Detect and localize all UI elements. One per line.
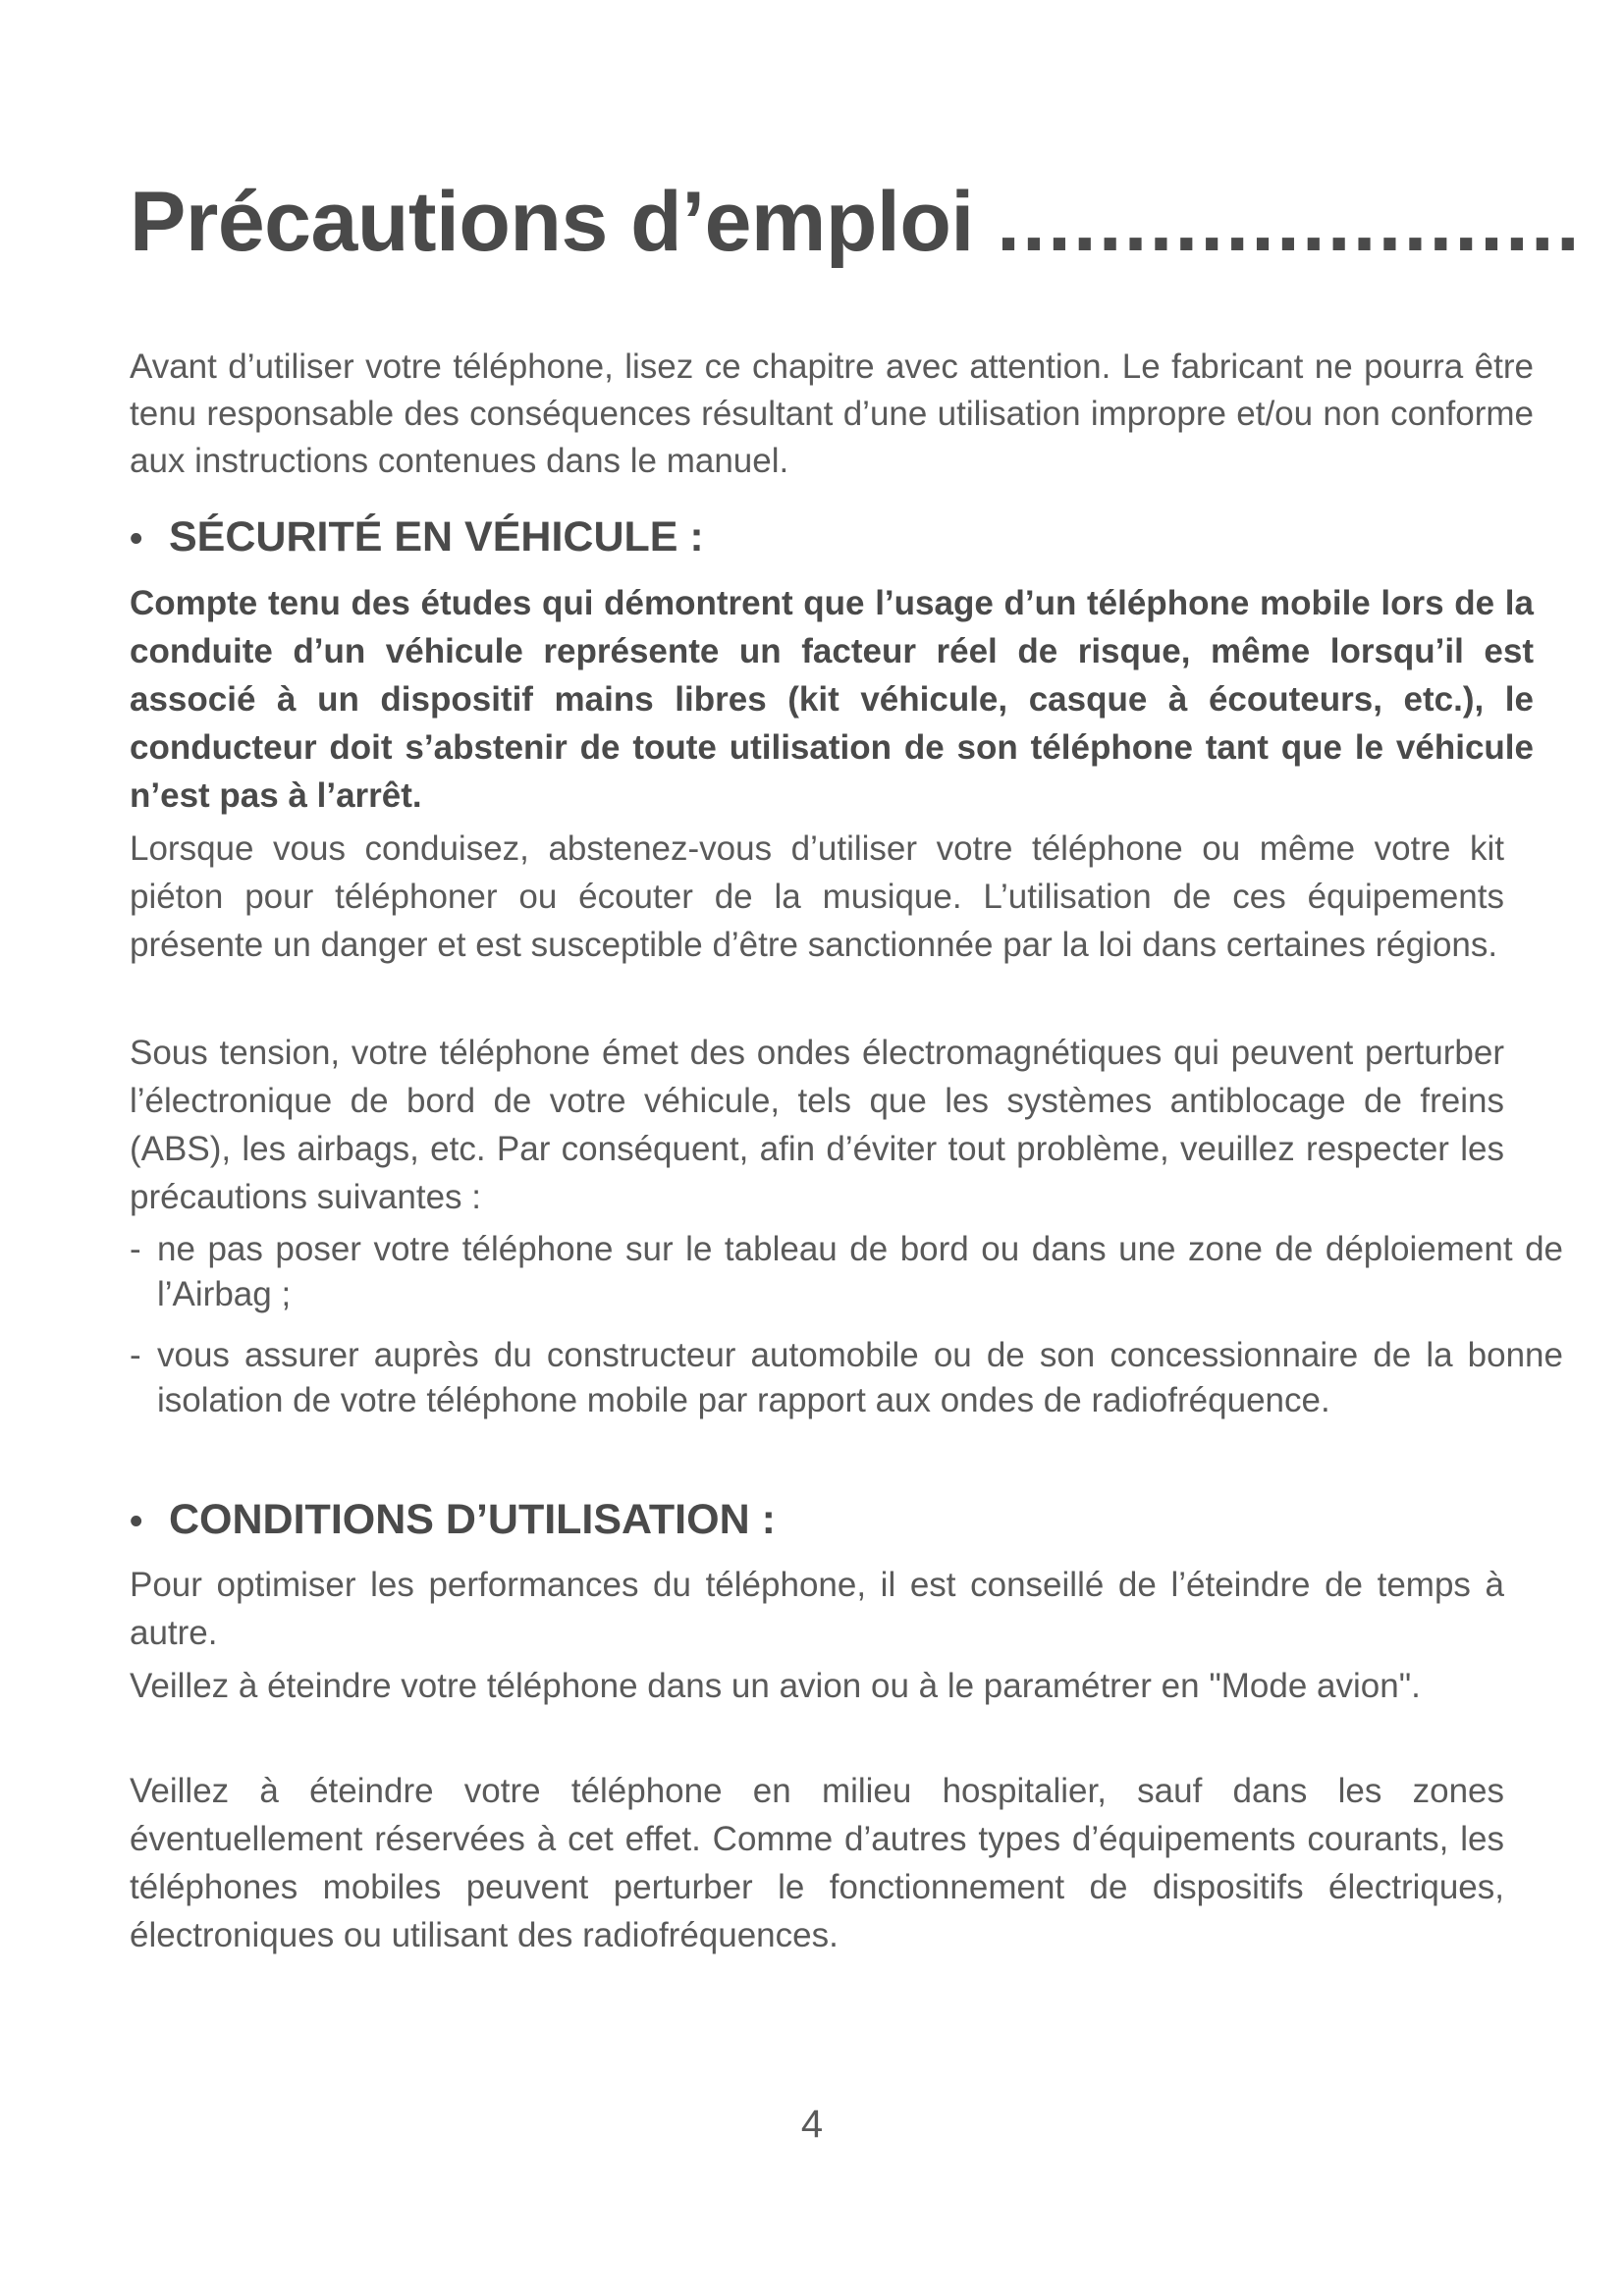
section-heading-conditions [130,1493,776,1548]
page-title [130,173,1582,271]
conditions-paragraph-3: Veillez à éteindre votre téléphone en milieu hospitalier, sauf dans les zones éventuellement réservées à cet effet. Comme d’autres types d’équipements courants, les téléphones mobiles peuvent perturber le fonctionnement de dispositifs électriques, électroniques ou utilisant des radiofréquences. [130,1772,1504,1954]
vehicle-safety-warning: Compte tenu des études qui démontrent que l’usage d’un téléphone mobile lors de la conduite d’un véhicule représente un facteur réel de risque, même lorsqu’il est associé à un dispositif mains libres (kit véhicule, casque à écouteurs, etc.), le conducteur doit s’abstenir de toute utilisation de son téléphone tant que le véhicule n’est pas à l’arrêt. [130,584,1534,815]
list-item [130,1333,1563,1423]
section-heading-vehicle-safety [130,510,704,565]
page-title-text: Précautions d’emploi [130,175,974,269]
list-item-text: vous assurer auprès du constructeur automobile ou de son concessionnaire de la bonne isolation de votre téléphone mobile par rapport aux ondes de radiofréquence. [157,1336,1563,1419]
bullet-icon: • [130,518,143,560]
section-heading-text: SÉCURITÉ EN VÉHICULE : [169,513,704,561]
intro-paragraph: Avant d’utiliser votre téléphone, lisez ce chapitre avec attention. Le fabricant ne pourra être tenu responsable des conséquences résultant d’une utilisation impropre et/ou non conforme aux instructions contenues dans le manuel. [130,347,1534,480]
page-number: 4 [800,2103,824,2146]
vehicle-paragraph-1: Lorsque vous conduisez, abstenez-vous d’utiliser votre téléphone ou même votre kit piéton pour téléphoner ou écouter de la musique. L’utilisation de ces équipements présente un danger et est susceptible d’être sanctionnée par la loi dans certaines régions. [130,829,1504,964]
vehicle-paragraph-2: Sous tension, votre téléphone émet des ondes électromagnétiques qui peuvent perturber l’électronique de bord de votre véhicule, tels que les systèmes antiblocage de freins (ABS), les airbags, etc. Par conséquent, afin d’éviter tout problème, veuillez respecter les précautions suivantes : [130,1034,1504,1216]
dash-marker: - [130,1336,141,1374]
section-heading-text: CONDITIONS D’UTILISATION : [169,1496,776,1543]
title-dot-leader: ....................... [997,175,1582,269]
conditions-paragraph-1: Pour optimiser les performances du téléphone, il est conseillé de l’éteindre de temps à autre. [130,1566,1504,1652]
list-item-text: ne pas poser votre téléphone sur le tableau de bord ou dans une zone de déploiement de l’Airbag ; [157,1230,1563,1313]
dash-marker: - [130,1230,141,1268]
list-item [130,1227,1563,1317]
bullet-icon: • [130,1501,143,1542]
conditions-paragraph-2: Veillez à éteindre votre téléphone dans un avion ou à le paramétrer en "Mode avion". [130,1667,1421,1705]
